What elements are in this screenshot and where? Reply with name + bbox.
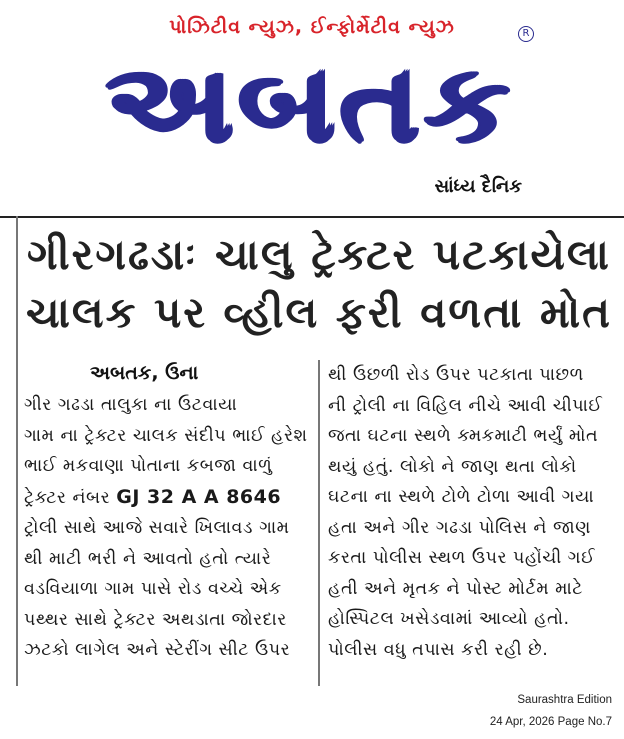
left-column-rule — [16, 216, 18, 686]
body-line: જતા ઘટના સ્થળે ક્મકમાટી ભર્યું મોત — [328, 426, 599, 446]
date-page-label: 24 Apr, 2026 Page No.7 — [489, 716, 612, 728]
body-line: હોસ્પિટલ ખસેડવામાં આવ્યો હતો. — [328, 609, 570, 629]
newspaper-logo: અબતક — [105, 41, 515, 166]
body-line: પથ્થર સાથે ટ્રેક્ટર અથડાતા જોરદાર — [24, 609, 287, 630]
masthead-subtitle: સાંધ્ય દૈનિક — [434, 176, 522, 197]
masthead — [0, 0, 624, 210]
edition-label: Saurashtra Edition — [517, 694, 612, 706]
body-text: ટ્રેક્ટર નંબર — [24, 487, 111, 508]
article-column-left — [24, 390, 310, 666]
registered-mark-icon: R — [518, 26, 534, 42]
headline-line-1: ગીરગઢડાઃ ચાલુ ટ્રેક્ટર પટકાયેલા — [27, 230, 611, 279]
body-line: વડવિયાળા ગામ પાસે રોડ વચ્ચે એક — [24, 579, 282, 599]
body-line: હતી અને મૃતક ને પોસ્ટ મોર્ટમ માટે — [328, 578, 583, 599]
article-column-right — [328, 360, 616, 665]
tagline: પોઝિટીવ ન્યુઝ, ઈન્ફોર્મેટીવ ન્યુઝ — [169, 16, 455, 38]
article-byline: અબતક, ઉના — [90, 362, 199, 384]
body-line: ની ટ્રોલી ના વિહિલ નીચે આવી ચીપાઈ — [328, 395, 603, 416]
middle-column-rule — [318, 360, 320, 686]
headline-line-2: ચાલક પર વ્હીલ ફરી વળતા મોત — [26, 288, 612, 337]
body-line: થી ઉછળી રોડ ઉપર પટકાતા પાછળ — [328, 365, 584, 385]
body-line: ટ્રોલી સાથે આજે સવારે ખિલાવડ ગામ — [24, 518, 290, 538]
body-line: થી માટી ભરી ને આવતો હતો ત્યારે — [24, 548, 272, 569]
vehicle-number: GJ 32 A A 8646 — [116, 485, 282, 508]
body-line: ગામ ના ટ્રેક્ટર ચાલક સંદીપ ભાઈ હરેશ — [24, 425, 308, 446]
body-line: ભાઈ મકવાણા પોતાના કબજા વાળું — [24, 456, 273, 476]
body-line: કરતા પોલીસ સ્થળ ઉપર પહોંચી ગઈ — [328, 548, 596, 568]
body-line: ગીર ગઢડા તાલુકા ના ઉટવાયા — [24, 395, 238, 415]
article-headline — [24, 226, 614, 342]
body-line: પોલીસ વધુ તપાસ કરી રહી છે. — [328, 639, 549, 660]
body-line-vehicle — [24, 482, 310, 514]
body-line: થયું હતું. લોકો ને જાણ થતા લોકો — [328, 456, 577, 477]
header-divider — [0, 216, 624, 218]
body-line: ઘટના ના સ્થળે ટોળે ટોળા આવી ગયા — [328, 487, 595, 507]
body-line: ઝટકો લાગેલ અને સ્ટેરીંગ સીટ ઉપર — [24, 640, 291, 660]
body-line: હતા અને ગીર ગઢડા પોલિસ ને જાણ — [328, 517, 591, 538]
